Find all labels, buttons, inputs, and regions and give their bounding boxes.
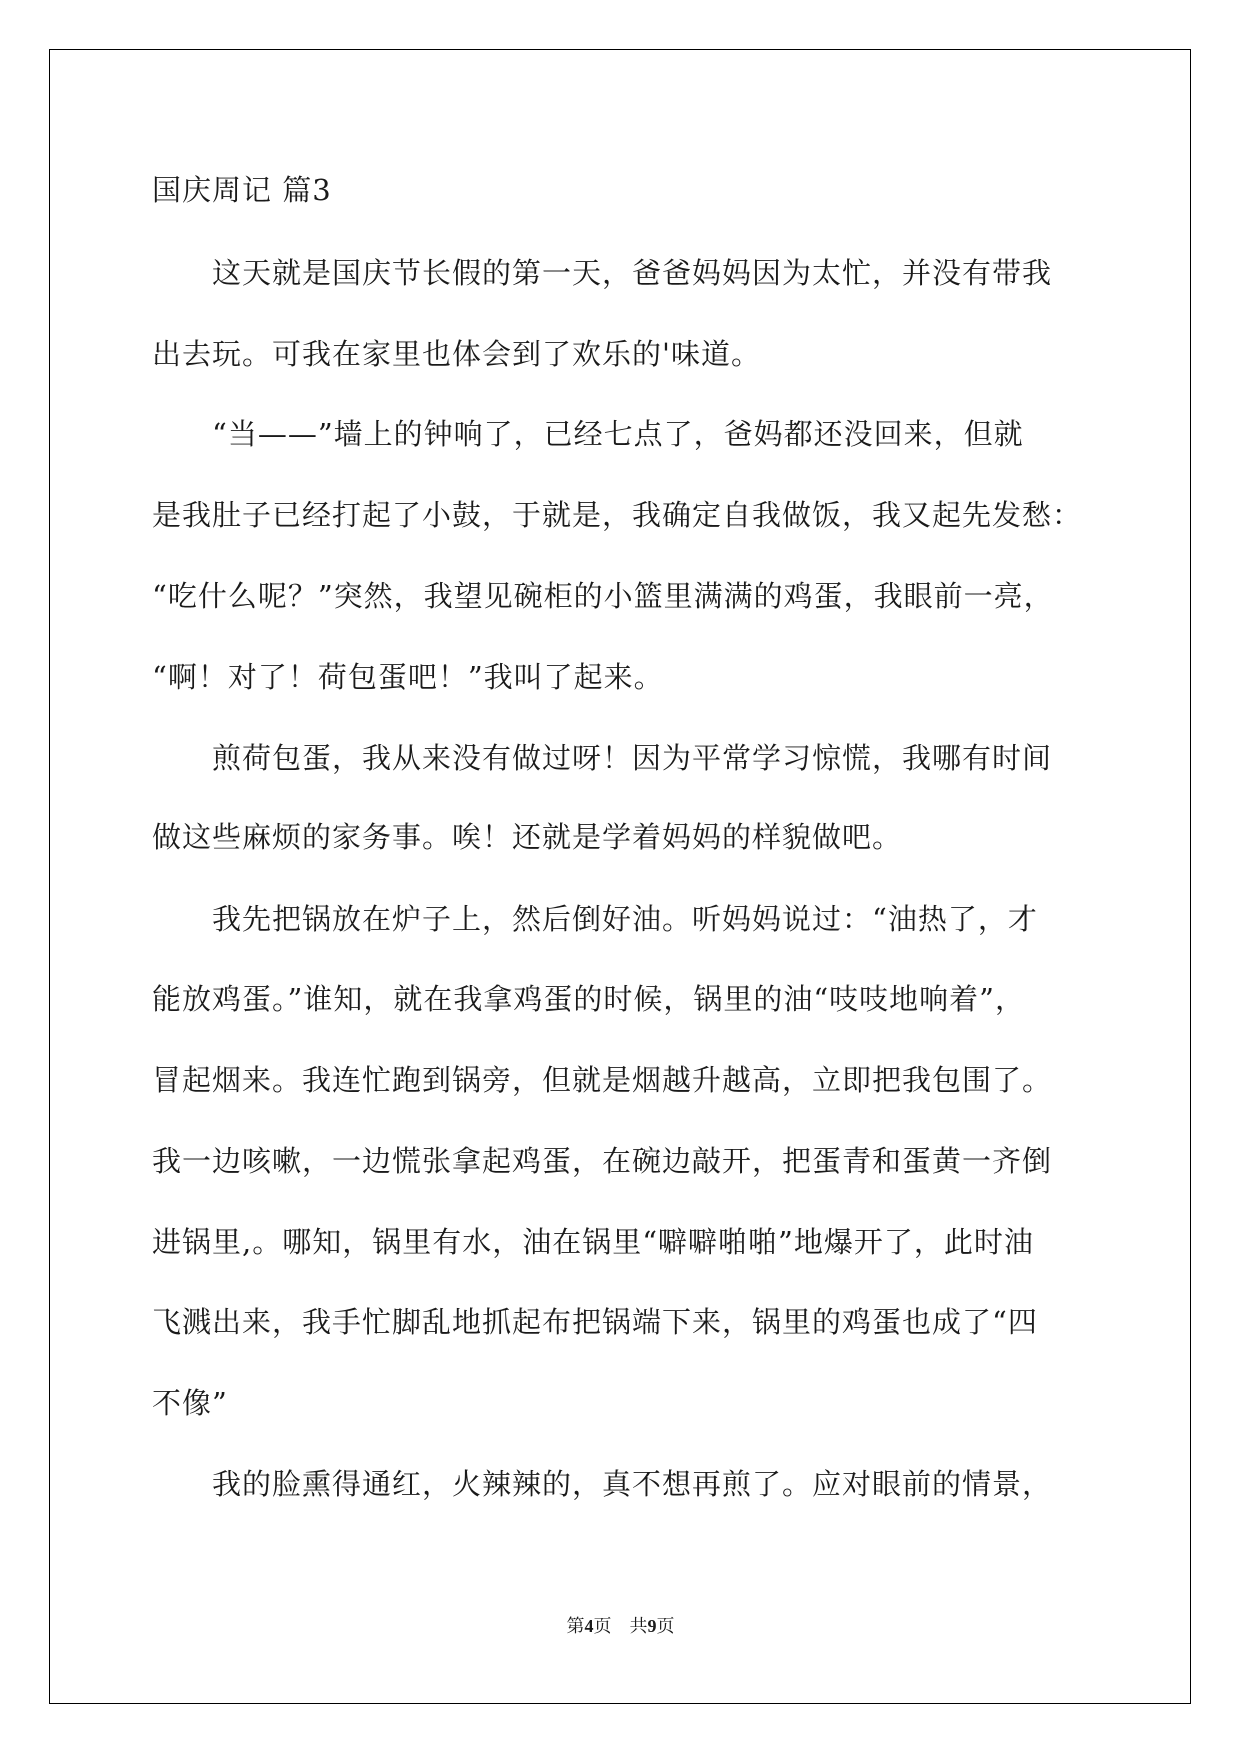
paragraph-line: 煎荷包蛋，我从来没有做过呀！因为平常学习惊慌，我哪有时间 xyxy=(152,741,1053,775)
paragraph-line: “吃什么呢？”突然，我望见碗柜的小篮里满满的鸡蛋，我眼前一亮， xyxy=(152,579,1054,613)
paragraph-line: 这天就是国庆节长假的第一天，爸爸妈妈因为太忙，并没有带我 xyxy=(152,256,1053,290)
paragraph-line: 我的脸熏得通红，火辣辣的，真不想再煎了。应对眼前的情景， xyxy=(152,1467,1053,1501)
page-suffix: 页 xyxy=(656,1616,675,1637)
paragraph-line: 出去玩。可我在家里也体会到了欢乐的'味道。 xyxy=(152,337,761,371)
paragraph-line: 飞溅出来，我手忙脚乱地抓起布把锅端下来，锅里的鸡蛋也成了“四 xyxy=(152,1305,1038,1339)
paragraph-line: 做这些麻烦的家务事。唉！还就是学着妈妈的样貌做吧。 xyxy=(152,820,903,854)
page-number-footer xyxy=(0,1612,1241,1638)
paragraph-line: 冒起烟来。我连忙跑到锅旁，但就是烟越升越高，立即把我包围了。 xyxy=(152,1063,1053,1097)
page-border xyxy=(49,49,1191,1704)
page-prefix: 第 xyxy=(566,1616,585,1637)
page-total: 9 xyxy=(647,1616,657,1636)
paragraph-line: 我一边咳嗽，一边慌张拿起鸡蛋，在碗边敲开，把蛋青和蛋黄一齐倒 xyxy=(152,1144,1053,1178)
essay-heading: 国庆周记 篇3 xyxy=(152,173,332,207)
paragraph-line: 是我肚子已经打起了小鼓，于就是，我确定自我做饭，我又起先发愁： xyxy=(152,498,1083,532)
paragraph-line: “啊！对了！荷包蛋吧！”我叫了起来。 xyxy=(152,660,664,694)
page-mid: 页 共 xyxy=(593,1616,648,1637)
paragraph-line: 进锅里,。哪知，锅里有水，油在锅里“噼噼啪啪”地爆开了，此时油 xyxy=(152,1225,1034,1259)
paragraph-line: 我先把锅放在炉子上，然后倒好油。听妈妈说过：“油热了，才 xyxy=(152,902,1038,936)
paragraph-line: “当——”墙上的钟响了，已经七点了，爸妈都还没回来，但就 xyxy=(152,417,1024,451)
paragraph-line: 不像” xyxy=(152,1386,228,1420)
page-current: 4 xyxy=(584,1616,594,1636)
paragraph-line: 能放鸡蛋。”谁知，就在我拿鸡蛋的时候，锅里的油“吱吱地响着”， xyxy=(152,982,1025,1016)
